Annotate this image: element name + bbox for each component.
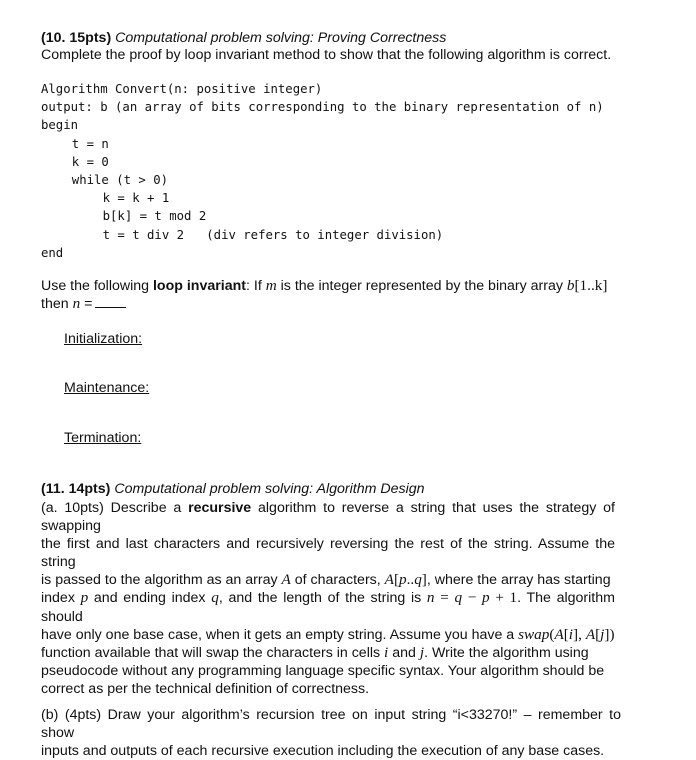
q11-title: Computational problem solving: Algorithm Design <box>114 481 425 497</box>
maintenance-label: Maintenance: <box>64 380 150 396</box>
q11a-line-8: correct as per the technical definition of correctness. <box>41 680 370 697</box>
code-line: b[k] = t mod 2 <box>73 209 207 224</box>
math-range: [1..k] <box>574 277 608 294</box>
q11a-line-2: the first and last characters and recursively reversing the rest of the string. Assume the string <box>41 536 615 571</box>
q11-heading <box>41 481 615 498</box>
q11a-line-6: function available that will swap the characters in cells i and j. Write the algorithm using <box>41 643 589 661</box>
q10-title: Computational problem solving: Proving Correctness <box>115 30 447 46</box>
math-b: b <box>566 277 575 294</box>
loop-invariant-line <box>41 277 621 295</box>
then-text: then <box>41 296 73 312</box>
q11b-line-1: (b) (4pts) Draw your algorithm’s recursion tree on input string “i<33270!” – remember to show <box>41 707 621 742</box>
answer-blank <box>95 307 126 308</box>
q11-number: (11. 14pts) <box>41 481 111 497</box>
termination-label: Termination: <box>64 430 142 446</box>
equals-text: = <box>80 296 93 312</box>
invariant-then-line <box>41 295 615 313</box>
math-m: m <box>265 277 277 294</box>
math-n: n <box>72 295 81 312</box>
invariant-bold: loop invariant <box>152 278 246 294</box>
code-line: k = 0 <box>57 154 109 169</box>
q11a-line-5: have only one base case, when it gets an empty string. Assume you have a swap(A[i], A[j]) <box>41 625 615 643</box>
q11-part-b <box>41 706 621 760</box>
initialization-label: Initialization: <box>64 331 143 347</box>
q11a-line-7: pseudocode without any programming language specific syntax. Your algorithm should be <box>41 662 605 679</box>
code-line: output: b (an array of bits corresponding to the binary representation of n) <box>41 100 604 115</box>
code-line: t = n <box>57 136 109 151</box>
code-line: Algorithm Convert(n: positive integer) <box>41 82 323 96</box>
q10-heading <box>41 30 615 47</box>
q11a-line-4: index p and ending index q, and the length of the string is n = q − p + 1. The algorithm should <box>41 589 615 625</box>
q10-instruction: Complete the proof by loop invariant method to show that the following algorithm is correct. <box>41 47 612 63</box>
algorithm-code <box>41 80 661 262</box>
q11a-line-1: (a. 10pts) Describe a recursive algorithm to reverse a string that uses the strategy of swapping <box>41 500 615 535</box>
invariant-text: is the integer represented by the binary array <box>276 278 567 294</box>
invariant-text: : If <box>246 278 266 294</box>
code-line: while (t > 0) <box>57 173 169 188</box>
q11a-line-3: is passed to the algorithm as an array A of characters, A[p..q], where the array has starting <box>41 571 611 589</box>
invariant-text: Use the following <box>41 278 153 294</box>
q10-number: (10. 15pts) <box>41 30 112 46</box>
code-line: t = t div 2 (div refers to integer division) <box>73 227 444 242</box>
q11b-line-2: inputs and outputs of each recursive execution including the execution of any base cases. <box>41 743 605 760</box>
q11-part-a <box>41 499 615 698</box>
code-line: begin <box>41 118 79 133</box>
code-line: end <box>41 245 64 260</box>
code-line: k = k + 1 <box>73 191 170 206</box>
